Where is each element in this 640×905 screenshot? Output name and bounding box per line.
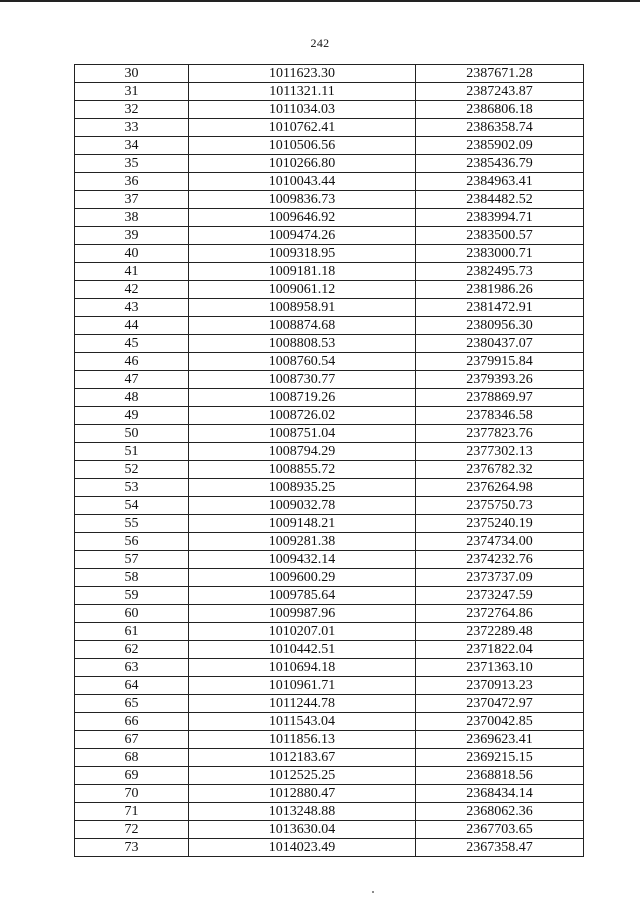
y-coordinate-cell: 2376264.98 xyxy=(416,479,584,497)
point-number-cell: 54 xyxy=(75,497,189,515)
x-coordinate-cell: 1008726.02 xyxy=(189,407,416,425)
x-coordinate-cell: 1009600.29 xyxy=(189,569,416,587)
x-coordinate-cell: 1009032.78 xyxy=(189,497,416,515)
y-coordinate-cell: 2384963.41 xyxy=(416,173,584,191)
x-coordinate-cell: 1010442.51 xyxy=(189,641,416,659)
table-row xyxy=(75,353,584,371)
point-number-cell: 62 xyxy=(75,641,189,659)
y-coordinate-cell: 2373737.09 xyxy=(416,569,584,587)
table-row xyxy=(75,425,584,443)
x-coordinate-cell: 1014023.49 xyxy=(189,839,416,857)
x-coordinate-cell: 1013630.04 xyxy=(189,821,416,839)
point-number-cell: 35 xyxy=(75,155,189,173)
x-coordinate-cell: 1011856.13 xyxy=(189,731,416,749)
y-coordinate-cell: 2381472.91 xyxy=(416,299,584,317)
point-number-cell: 52 xyxy=(75,461,189,479)
y-coordinate-cell: 2367703.65 xyxy=(416,821,584,839)
point-number-cell: 59 xyxy=(75,587,189,605)
point-number-cell: 55 xyxy=(75,515,189,533)
y-coordinate-cell: 2372764.86 xyxy=(416,605,584,623)
x-coordinate-cell: 1008751.04 xyxy=(189,425,416,443)
y-coordinate-cell: 2383500.57 xyxy=(416,227,584,245)
y-coordinate-cell: 2378346.58 xyxy=(416,407,584,425)
table-row xyxy=(75,569,584,587)
table-row xyxy=(75,299,584,317)
x-coordinate-cell: 1011034.03 xyxy=(189,101,416,119)
y-coordinate-cell: 2371822.04 xyxy=(416,641,584,659)
point-number-cell: 51 xyxy=(75,443,189,461)
point-number-cell: 34 xyxy=(75,137,189,155)
table-row xyxy=(75,749,584,767)
y-coordinate-cell: 2383000.71 xyxy=(416,245,584,263)
table-row xyxy=(75,209,584,227)
x-coordinate-cell: 1008808.53 xyxy=(189,335,416,353)
x-coordinate-cell: 1009785.64 xyxy=(189,587,416,605)
x-coordinate-cell: 1008719.26 xyxy=(189,389,416,407)
x-coordinate-cell: 1010506.56 xyxy=(189,137,416,155)
page-number: 242 xyxy=(310,36,330,50)
x-coordinate-cell: 1010961.71 xyxy=(189,677,416,695)
x-coordinate-cell: 1008794.29 xyxy=(189,443,416,461)
point-number-cell: 41 xyxy=(75,263,189,281)
table-row xyxy=(75,515,584,533)
x-coordinate-cell: 1009181.18 xyxy=(189,263,416,281)
y-coordinate-cell: 2384482.52 xyxy=(416,191,584,209)
y-coordinate-cell: 2376782.32 xyxy=(416,461,584,479)
point-number-cell: 57 xyxy=(75,551,189,569)
table-row xyxy=(75,173,584,191)
point-number-cell: 46 xyxy=(75,353,189,371)
y-coordinate-cell: 2381986.26 xyxy=(416,281,584,299)
point-number-cell: 40 xyxy=(75,245,189,263)
y-coordinate-cell: 2386806.18 xyxy=(416,101,584,119)
point-number-cell: 71 xyxy=(75,803,189,821)
table-row xyxy=(75,443,584,461)
table-row xyxy=(75,101,584,119)
point-number-cell: 65 xyxy=(75,695,189,713)
x-coordinate-cell: 1011543.04 xyxy=(189,713,416,731)
point-number-cell: 44 xyxy=(75,317,189,335)
x-coordinate-cell: 1008855.72 xyxy=(189,461,416,479)
x-coordinate-cell: 1009474.26 xyxy=(189,227,416,245)
y-coordinate-cell: 2372289.48 xyxy=(416,623,584,641)
point-number-cell: 72 xyxy=(75,821,189,839)
x-coordinate-cell: 1008874.68 xyxy=(189,317,416,335)
y-coordinate-cell: 2385436.79 xyxy=(416,155,584,173)
table-row xyxy=(75,191,584,209)
x-coordinate-cell: 1009061.12 xyxy=(189,281,416,299)
x-coordinate-cell: 1009318.95 xyxy=(189,245,416,263)
top-border-line xyxy=(0,0,640,2)
point-number-cell: 42 xyxy=(75,281,189,299)
y-coordinate-cell: 2371363.10 xyxy=(416,659,584,677)
x-coordinate-cell: 1009432.14 xyxy=(189,551,416,569)
scan-speck xyxy=(372,891,374,893)
point-number-cell: 69 xyxy=(75,767,189,785)
point-number-cell: 39 xyxy=(75,227,189,245)
table-row xyxy=(75,65,584,83)
x-coordinate-cell: 1012880.47 xyxy=(189,785,416,803)
x-coordinate-cell: 1012183.67 xyxy=(189,749,416,767)
table-row xyxy=(75,623,584,641)
point-number-cell: 33 xyxy=(75,119,189,137)
x-coordinate-cell: 1008760.54 xyxy=(189,353,416,371)
point-number-cell: 63 xyxy=(75,659,189,677)
table-row xyxy=(75,659,584,677)
table-row xyxy=(75,83,584,101)
coordinates-table xyxy=(74,64,584,857)
point-number-cell: 68 xyxy=(75,749,189,767)
table-row xyxy=(75,155,584,173)
point-number-cell: 32 xyxy=(75,101,189,119)
y-coordinate-cell: 2370913.23 xyxy=(416,677,584,695)
point-number-cell: 38 xyxy=(75,209,189,227)
y-coordinate-cell: 2374734.00 xyxy=(416,533,584,551)
y-coordinate-cell: 2368434.14 xyxy=(416,785,584,803)
y-coordinate-cell: 2380956.30 xyxy=(416,317,584,335)
y-coordinate-cell: 2375750.73 xyxy=(416,497,584,515)
y-coordinate-cell: 2383994.71 xyxy=(416,209,584,227)
table-row xyxy=(75,263,584,281)
x-coordinate-cell: 1009646.92 xyxy=(189,209,416,227)
x-coordinate-cell: 1011623.30 xyxy=(189,65,416,83)
point-number-cell: 56 xyxy=(75,533,189,551)
x-coordinate-cell: 1011321.11 xyxy=(189,83,416,101)
coordinates-table-body xyxy=(75,65,584,857)
x-coordinate-cell: 1010694.18 xyxy=(189,659,416,677)
y-coordinate-cell: 2370042.85 xyxy=(416,713,584,731)
point-number-cell: 37 xyxy=(75,191,189,209)
table-row xyxy=(75,713,584,731)
point-number-cell: 31 xyxy=(75,83,189,101)
x-coordinate-cell: 1008958.91 xyxy=(189,299,416,317)
table-row xyxy=(75,119,584,137)
table-row xyxy=(75,839,584,857)
x-coordinate-cell: 1010762.41 xyxy=(189,119,416,137)
table-row xyxy=(75,785,584,803)
x-coordinate-cell: 1013248.88 xyxy=(189,803,416,821)
table-row xyxy=(75,533,584,551)
x-coordinate-cell: 1010266.80 xyxy=(189,155,416,173)
table-row xyxy=(75,317,584,335)
table-row xyxy=(75,335,584,353)
y-coordinate-cell: 2382495.73 xyxy=(416,263,584,281)
table-row xyxy=(75,641,584,659)
point-number-cell: 30 xyxy=(75,65,189,83)
x-coordinate-cell: 1010207.01 xyxy=(189,623,416,641)
y-coordinate-cell: 2385902.09 xyxy=(416,137,584,155)
x-coordinate-cell: 1009987.96 xyxy=(189,605,416,623)
table-row xyxy=(75,497,584,515)
table-row xyxy=(75,407,584,425)
point-number-cell: 61 xyxy=(75,623,189,641)
x-coordinate-cell: 1008730.77 xyxy=(189,371,416,389)
table-row xyxy=(75,605,584,623)
point-number-cell: 60 xyxy=(75,605,189,623)
y-coordinate-cell: 2369215.15 xyxy=(416,749,584,767)
table-row xyxy=(75,767,584,785)
x-coordinate-cell: 1009281.38 xyxy=(189,533,416,551)
y-coordinate-cell: 2368818.56 xyxy=(416,767,584,785)
table-row xyxy=(75,461,584,479)
table-row xyxy=(75,479,584,497)
table-row xyxy=(75,281,584,299)
table-row xyxy=(75,821,584,839)
y-coordinate-cell: 2368062.36 xyxy=(416,803,584,821)
point-number-cell: 48 xyxy=(75,389,189,407)
point-number-cell: 47 xyxy=(75,371,189,389)
y-coordinate-cell: 2370472.97 xyxy=(416,695,584,713)
point-number-cell: 67 xyxy=(75,731,189,749)
table-row xyxy=(75,551,584,569)
x-coordinate-cell: 1011244.78 xyxy=(189,695,416,713)
y-coordinate-cell: 2377302.13 xyxy=(416,443,584,461)
point-number-cell: 53 xyxy=(75,479,189,497)
table-row xyxy=(75,137,584,155)
table-row xyxy=(75,677,584,695)
y-coordinate-cell: 2386358.74 xyxy=(416,119,584,137)
table-row xyxy=(75,371,584,389)
x-coordinate-cell: 1009148.21 xyxy=(189,515,416,533)
table-row xyxy=(75,731,584,749)
y-coordinate-cell: 2377823.76 xyxy=(416,425,584,443)
point-number-cell: 70 xyxy=(75,785,189,803)
y-coordinate-cell: 2379393.26 xyxy=(416,371,584,389)
table-row xyxy=(75,587,584,605)
point-number-cell: 36 xyxy=(75,173,189,191)
y-coordinate-cell: 2387243.87 xyxy=(416,83,584,101)
table-row xyxy=(75,227,584,245)
y-coordinate-cell: 2373247.59 xyxy=(416,587,584,605)
x-coordinate-cell: 1008935.25 xyxy=(189,479,416,497)
point-number-cell: 58 xyxy=(75,569,189,587)
point-number-cell: 73 xyxy=(75,839,189,857)
point-number-cell: 64 xyxy=(75,677,189,695)
y-coordinate-cell: 2378869.97 xyxy=(416,389,584,407)
table-row xyxy=(75,803,584,821)
y-coordinate-cell: 2369623.41 xyxy=(416,731,584,749)
y-coordinate-cell: 2367358.47 xyxy=(416,839,584,857)
point-number-cell: 43 xyxy=(75,299,189,317)
y-coordinate-cell: 2375240.19 xyxy=(416,515,584,533)
table-row xyxy=(75,389,584,407)
y-coordinate-cell: 2387671.28 xyxy=(416,65,584,83)
point-number-cell: 66 xyxy=(75,713,189,731)
point-number-cell: 49 xyxy=(75,407,189,425)
table-row xyxy=(75,245,584,263)
x-coordinate-cell: 1010043.44 xyxy=(189,173,416,191)
y-coordinate-cell: 2379915.84 xyxy=(416,353,584,371)
y-coordinate-cell: 2374232.76 xyxy=(416,551,584,569)
x-coordinate-cell: 1009836.73 xyxy=(189,191,416,209)
x-coordinate-cell: 1012525.25 xyxy=(189,767,416,785)
point-number-cell: 50 xyxy=(75,425,189,443)
point-number-cell: 45 xyxy=(75,335,189,353)
y-coordinate-cell: 2380437.07 xyxy=(416,335,584,353)
table-row xyxy=(75,695,584,713)
